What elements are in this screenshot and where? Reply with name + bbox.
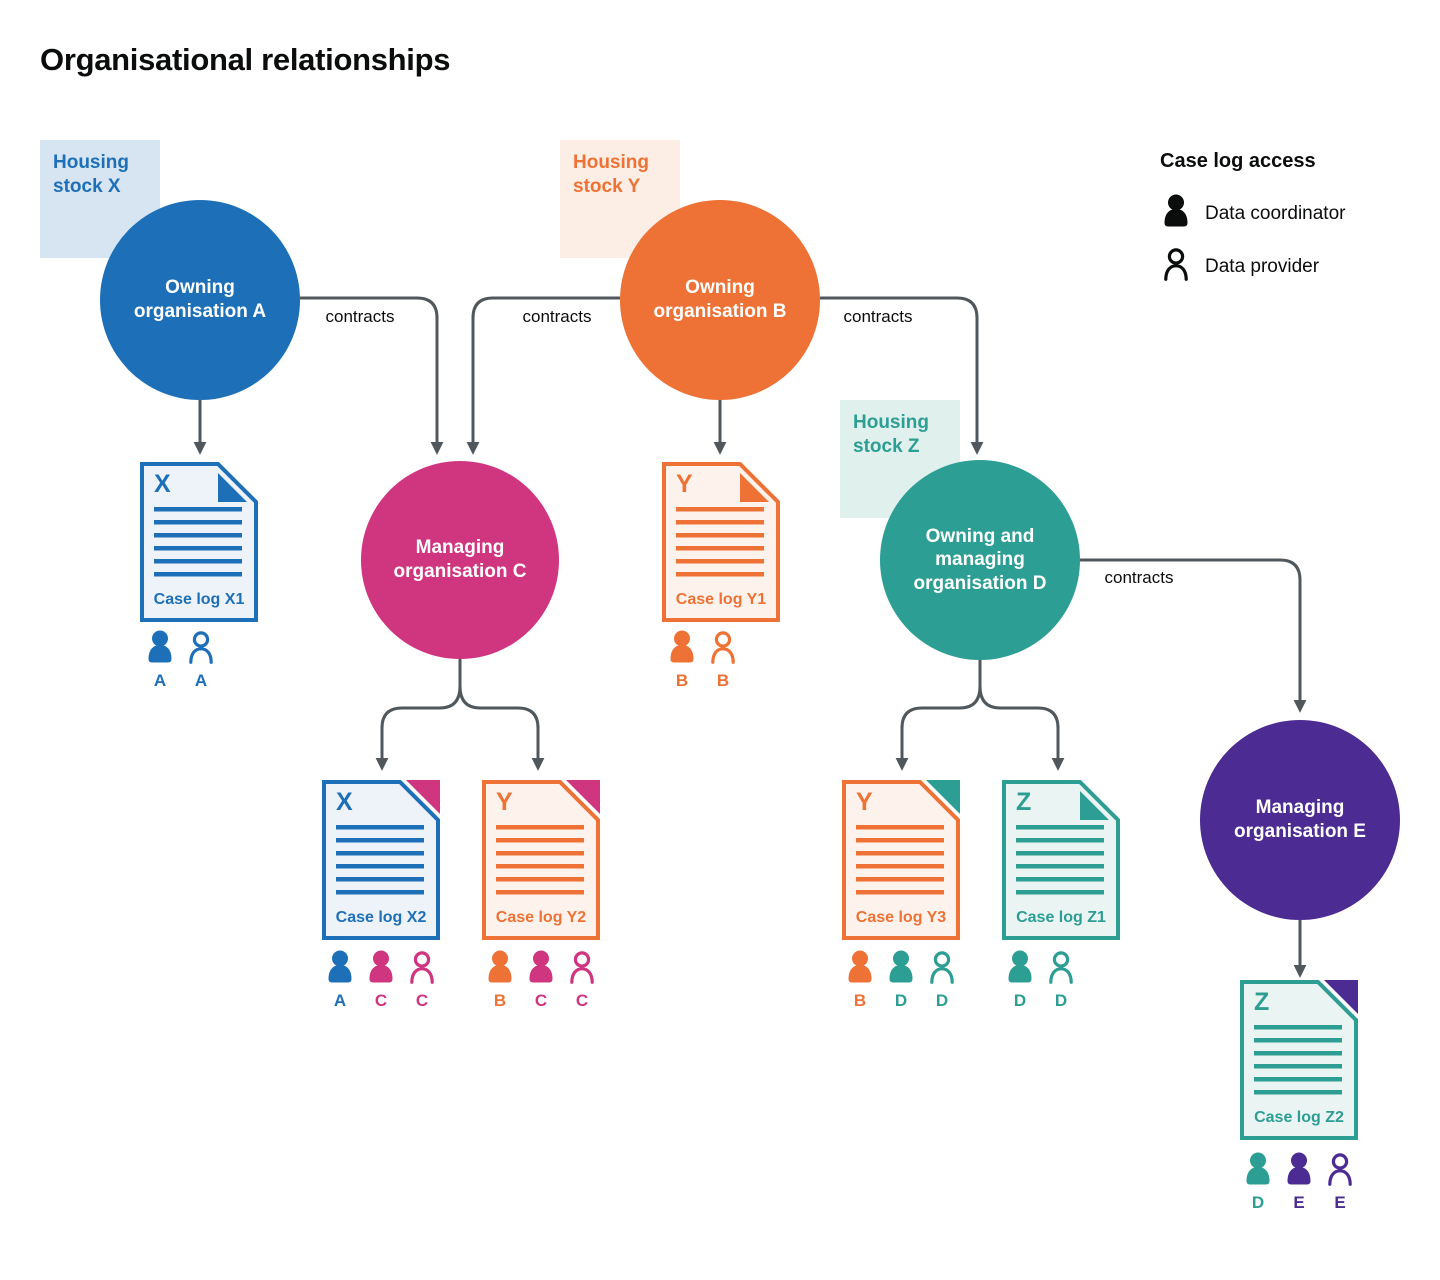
arrow-C-to-Y2: [460, 686, 538, 760]
access-org-letter: C: [415, 991, 429, 1010]
case-log-letter: Y: [676, 470, 693, 498]
access-provider-A: [187, 630, 215, 689]
person-filled-icon: [146, 630, 174, 664]
case-log-doc-X1: [140, 462, 258, 622]
person-outline-icon: [928, 950, 956, 984]
person-outline-icon: [568, 950, 596, 984]
access-org-letter: C: [374, 991, 388, 1010]
access-org-letter: D: [935, 991, 949, 1010]
person-filled-icon: [486, 950, 514, 984]
case-log-caption: Case log Y3: [855, 909, 947, 926]
org-circle-A: [100, 200, 300, 400]
access-provider-C: [408, 950, 436, 1009]
access-org-letter: B: [853, 991, 867, 1010]
legend-heading: Case log access: [1160, 150, 1316, 172]
person-outline-icon: [1162, 247, 1190, 281]
legend-item-data-provider: [1162, 247, 1319, 287]
case-log-doc-Y3: [842, 780, 960, 940]
person-outline-icon: [709, 630, 737, 664]
access-coordinator-A: [146, 630, 174, 689]
contracts-label-a-c: contracts: [325, 307, 395, 326]
org-circle-label: Managing organisation E: [1234, 797, 1366, 842]
case-log-access-row-Y1: [668, 630, 737, 689]
case-log-doc-X2: [322, 780, 440, 940]
access-org-letter: A: [153, 671, 167, 690]
access-coordinator-B: [846, 950, 874, 1009]
contracts-label-d-e: contracts: [1104, 568, 1174, 587]
person-outline-icon: [408, 950, 436, 984]
access-org-letter: D: [1251, 1193, 1265, 1212]
access-org-letter: B: [716, 671, 730, 690]
case-log-doc-Z1: [1002, 780, 1120, 940]
access-org-letter: A: [194, 671, 208, 690]
arrow-C-to-X2: [382, 686, 460, 760]
arrow-D-to-Z1: [980, 686, 1058, 760]
access-provider-E: [1326, 1152, 1354, 1211]
person-outline-icon: [1162, 247, 1190, 287]
contracts-label-b-c: contracts: [522, 307, 592, 326]
person-outline-icon: [1047, 950, 1075, 984]
access-org-letter: B: [675, 671, 689, 690]
case-log-caption: Case log X1: [153, 591, 245, 608]
org-circle-D: [880, 460, 1080, 660]
case-log-access-row-X1: [146, 630, 215, 689]
access-org-letter: D: [1013, 991, 1027, 1010]
access-coordinator-D: [1244, 1152, 1272, 1211]
access-coordinator-E: [1285, 1152, 1313, 1211]
access-provider-C: [568, 950, 596, 1009]
access-org-letter: E: [1334, 1193, 1346, 1212]
access-coordinator-C: [527, 950, 555, 1009]
access-coordinator-B: [668, 630, 696, 689]
person-outline-icon: [1326, 1152, 1354, 1186]
person-filled-icon: [668, 630, 696, 664]
case-log-access-row-Y2: [486, 950, 596, 1009]
access-coordinator-C: [367, 950, 395, 1009]
case-log-caption: Case log Y2: [495, 909, 587, 926]
access-provider-D: [928, 950, 956, 1009]
org-circle-label: Owning organisation B: [653, 277, 787, 322]
housing-stock-Z: Housing stock Z: [840, 400, 960, 518]
arrow-D-to-Y3: [902, 686, 980, 760]
access-coordinator-D: [887, 950, 915, 1009]
case-log-caption: Case log Z1: [1016, 909, 1106, 926]
access-org-letter: D: [894, 991, 908, 1010]
case-log-caption: Case log X2: [335, 909, 427, 926]
access-coordinator-D: [1006, 950, 1034, 1009]
case-log-letter: Z: [1254, 988, 1270, 1016]
person-filled-icon: [887, 950, 915, 984]
org-circle-label: Owning and managing organisation D: [913, 525, 1047, 594]
org-circle-label: Owning organisation A: [133, 277, 267, 322]
housing-stock-X: Housing stock X: [40, 140, 160, 258]
access-org-letter: C: [534, 991, 548, 1010]
case-log-doc-Y2: [482, 780, 600, 940]
case-log-access-row-Z1: [1006, 950, 1075, 1009]
access-provider-B: [709, 630, 737, 689]
case-log-letter: Y: [496, 788, 513, 816]
person-filled-icon: [326, 950, 354, 984]
org-circle-C: [361, 461, 559, 659]
page-title: Organisational relationships: [40, 42, 451, 77]
case-log-letter: X: [336, 788, 353, 816]
legend-item-data-coordinator: [1162, 194, 1345, 234]
access-provider-D: [1047, 950, 1075, 1009]
org-circle-B: [620, 200, 820, 400]
case-log-access-row-X2: [326, 950, 436, 1009]
person-filled-icon: [1006, 950, 1034, 984]
access-org-letter: D: [1054, 991, 1068, 1010]
access-coordinator-A: [326, 950, 354, 1009]
legend-item-label: Data coordinator: [1205, 203, 1346, 224]
person-outline-icon: [187, 630, 215, 664]
person-filled-icon: [367, 950, 395, 984]
case-log-caption: Case log Y1: [675, 591, 767, 608]
access-org-letter: E: [1293, 1193, 1305, 1212]
org-circle-E: [1200, 720, 1400, 920]
person-filled-icon: [1285, 1152, 1313, 1186]
case-log-letter: Y: [856, 788, 873, 816]
access-org-letter: A: [333, 991, 347, 1010]
contracts-label-b-d: contracts: [843, 307, 913, 326]
case-log-letter: X: [154, 470, 171, 498]
person-filled-icon: [1244, 1152, 1272, 1186]
person-filled-icon: [846, 950, 874, 984]
access-org-letter: C: [575, 991, 589, 1010]
case-log-doc-Y1: [662, 462, 780, 622]
person-filled-icon: [527, 950, 555, 984]
housing-stock-Y: Housing stock Y: [560, 140, 680, 258]
access-coordinator-B: [486, 950, 514, 1009]
case-log-caption: Case log Z2: [1254, 1109, 1344, 1126]
case-log-access-row-Z2: [1244, 1152, 1354, 1211]
person-filled-icon: [1162, 194, 1190, 228]
org-circle-label: Managing organisation C: [393, 537, 527, 582]
case-log-access-row-Y3: [846, 950, 956, 1009]
case-log-doc-Z2: [1240, 980, 1358, 1140]
person-filled-icon: [1162, 194, 1190, 234]
access-org-letter: B: [493, 991, 507, 1010]
case-log-letter: Z: [1016, 788, 1032, 816]
legend-item-label: Data provider: [1205, 256, 1320, 277]
